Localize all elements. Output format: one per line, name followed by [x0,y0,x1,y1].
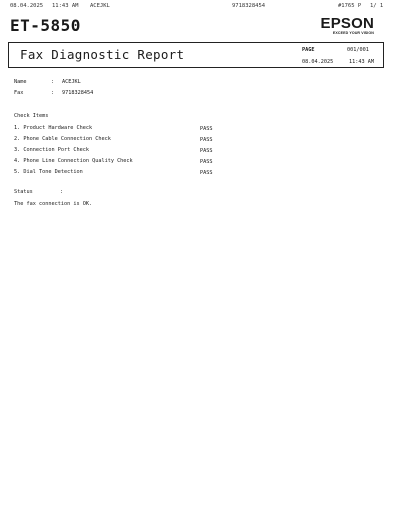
report-page-value: 001/001 [347,47,369,53]
name-value: ACEJKL [62,79,81,85]
name-separator: : [51,79,55,85]
report-time: 11:43 AM [349,59,374,65]
check-item-label: 2. Phone Cable Connection Check [14,136,111,142]
status-separator: : [60,189,64,195]
header-sender-name: ACEJKL [90,3,110,9]
check-item-result: PASS [200,137,213,143]
header-time: 11:43 AM [52,3,79,9]
check-item-result: PASS [200,170,213,176]
header-job: #1765 P [338,3,362,9]
status-message: The fax connection is OK. [14,201,93,207]
fax-value: 9718328454 [62,90,94,96]
header-date: 08.04.2025 [10,3,44,9]
check-item-result: PASS [200,126,213,132]
check-item-label: 5. Dial Tone Detection [14,169,83,175]
fax-label: Fax [14,90,24,96]
header-page: 1/ 1 [370,3,384,9]
epson-logo [320,16,374,36]
check-item-result: PASS [200,159,213,165]
brand-tagline: EXCEED YOUR VISION [332,31,374,35]
fax-separator: : [51,90,55,96]
check-item-result: PASS [200,148,213,154]
report-page-label: PAGE [302,47,315,53]
header-sender-number: 9718328454 [232,3,266,9]
check-item-label: 1. Product Hardware Check [14,125,93,131]
check-items-heading: Check Items [14,113,49,119]
name-label: Name [14,79,27,85]
report-date: 08.04.2025 [302,59,334,65]
brand-logo-text: EPSON [320,15,374,32]
check-item-label: 3. Connection Port Check [14,147,89,153]
check-item-label: 4. Phone Line Connection Quality Check [14,158,133,164]
status-label: Status [14,189,33,195]
report-title: Fax Diagnostic Report [20,47,185,62]
model-name: ET-5850 [10,16,81,35]
